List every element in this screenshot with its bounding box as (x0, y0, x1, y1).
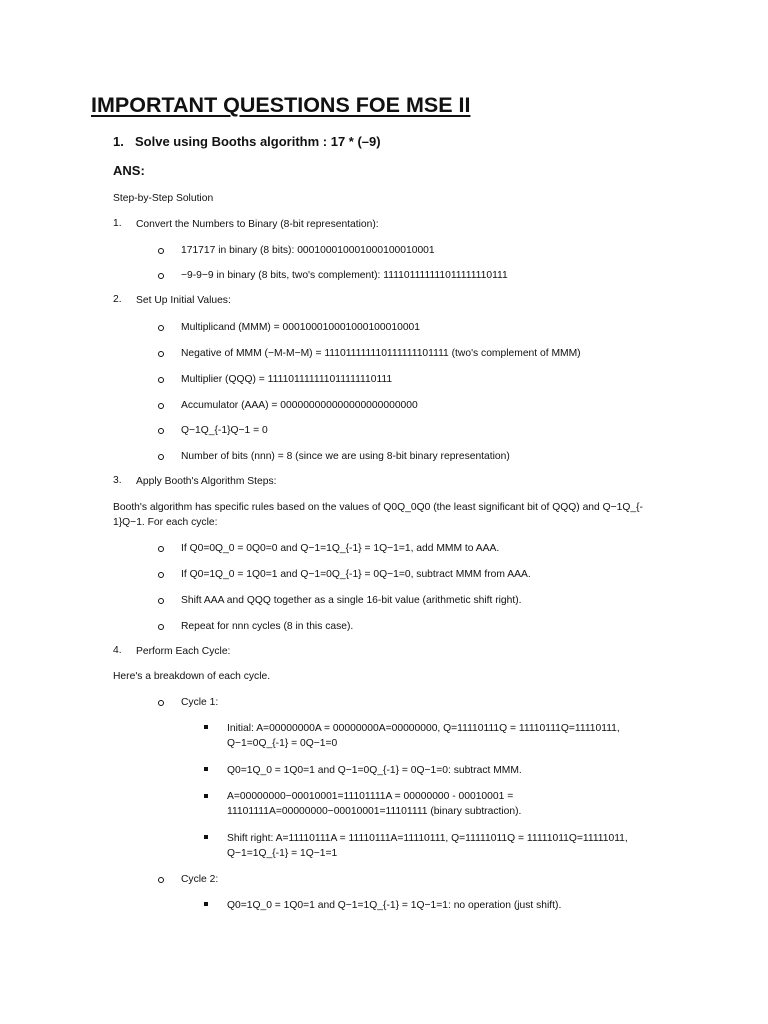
list-item: Repeat for nnn cycles (8 in this case). (181, 621, 354, 632)
hollow-bullet-icon (158, 248, 164, 254)
list-item-continuation: Q−1=0Q_{-1} = 0Q−1=0 (227, 738, 338, 749)
hollow-bullet-icon (158, 403, 164, 409)
step-label-1: Convert the Numbers to Binary (8-bit representation): (136, 219, 379, 230)
list-item: Q−1Q_{-1}Q−1 = 0 (181, 425, 268, 436)
hollow-bullet-icon (158, 325, 164, 331)
step-label-4: Perform Each Cycle: (136, 646, 231, 657)
list-item: Q0=1Q_0 = 1Q0=1 and Q−1=1Q_{-1} = 1Q−1=1: no operation (just shift). (227, 900, 562, 911)
list-item: 171717 in binary (8 bits): 000100010001000100010001 (181, 245, 435, 256)
cycle-label-1: Cycle 1: (181, 697, 219, 708)
paragraph-line: Booth's algorithm has specific rules based on the values of Q0Q_0Q0 (the least significant bit of QQQ) and Q−1Q_{- (113, 502, 643, 513)
list-item-continuation: 11101111A=00000000−00010001=11101111 (binary subtraction). (227, 806, 522, 817)
question-number: 1. (113, 134, 124, 149)
question-heading (113, 134, 381, 149)
step-number-1: 1. (113, 218, 122, 229)
answer-label: ANS: (113, 163, 145, 178)
list-item-continuation: Q−1=1Q_{-1} = 1Q−1=1 (227, 848, 338, 859)
hollow-bullet-icon (158, 546, 164, 552)
list-item: Initial: A=00000000A = 00000000A=00000000, Q=11110111Q = 11110111Q=11110111, (227, 723, 620, 734)
list-item: Accumulator (AAA) = 000000000000000000000000 (181, 400, 418, 411)
question-text: Solve using Booths algorithm : 17 * (–9) (135, 134, 381, 149)
list-item: Number of bits (nnn) = 8 (since we are using 8-bit binary representation) (181, 451, 510, 462)
list-item: Shift AAA and QQQ together as a single 16-bit value (arithmetic shift right). (181, 595, 522, 606)
list-item: If Q0=1Q_0 = 1Q0=1 and Q−1=0Q_{-1} = 0Q−1=0, subtract MMM from AAA. (181, 569, 531, 580)
step-number-2: 2. (113, 294, 122, 305)
list-item: A=00000000−00010001=11101111A = 00000000 - 00010001 = (227, 791, 514, 802)
step-label-2: Set Up Initial Values: (136, 295, 231, 306)
square-bullet-icon (204, 767, 208, 771)
step-label-3: Apply Booth's Algorithm Steps: (136, 476, 277, 487)
cycle-label-2: Cycle 2: (181, 874, 219, 885)
list-item: Multiplier (QQQ) = 111101111111011111110111 (181, 374, 393, 385)
hollow-bullet-icon (158, 351, 164, 357)
hollow-bullet-icon (158, 273, 164, 279)
list-item: Q0=1Q_0 = 1Q0=1 and Q−1=0Q_{-1} = 0Q−1=0: subtract MMM. (227, 765, 522, 776)
step-number-4: 4. (113, 645, 122, 656)
page-title: IMPORTANT QUESTIONS FOE MSE II (91, 93, 471, 117)
list-item: Negative of MMM (−M-M−M) = 111011111110111111101111 (two's complement of MMM) (181, 348, 581, 359)
square-bullet-icon (204, 794, 208, 798)
square-bullet-icon (204, 725, 208, 729)
hollow-bullet-icon (158, 377, 164, 383)
list-item: If Q0=0Q_0 = 0Q0=0 and Q−1=1Q_{-1} = 1Q−1=1, add MMM to AAA. (181, 543, 500, 554)
hollow-bullet-icon (158, 454, 164, 460)
hollow-bullet-icon (158, 572, 164, 578)
square-bullet-icon (204, 902, 208, 906)
hollow-bullet-icon (158, 700, 164, 706)
square-bullet-icon (204, 835, 208, 839)
hollow-bullet-icon (158, 877, 164, 883)
intro-text: Step-by-Step Solution (113, 193, 214, 204)
list-item: Shift right: A=11110111A = 11110111A=11110111, Q=11111011Q = 11111011Q=11111011, (227, 833, 628, 844)
step-number-3: 3. (113, 475, 122, 486)
hollow-bullet-icon (158, 428, 164, 434)
hollow-bullet-icon (158, 624, 164, 630)
hollow-bullet-icon (158, 598, 164, 604)
paragraph-line: 1}Q−1. For each cycle: (113, 517, 218, 528)
paragraph-line: Here's a breakdown of each cycle. (113, 671, 271, 682)
list-item: −9-9−9 in binary (8 bits, two's complement): 111101111111011111110111 (181, 270, 508, 281)
list-item: Multiplicand (MMM) = 000100010001000100010001 (181, 322, 420, 333)
